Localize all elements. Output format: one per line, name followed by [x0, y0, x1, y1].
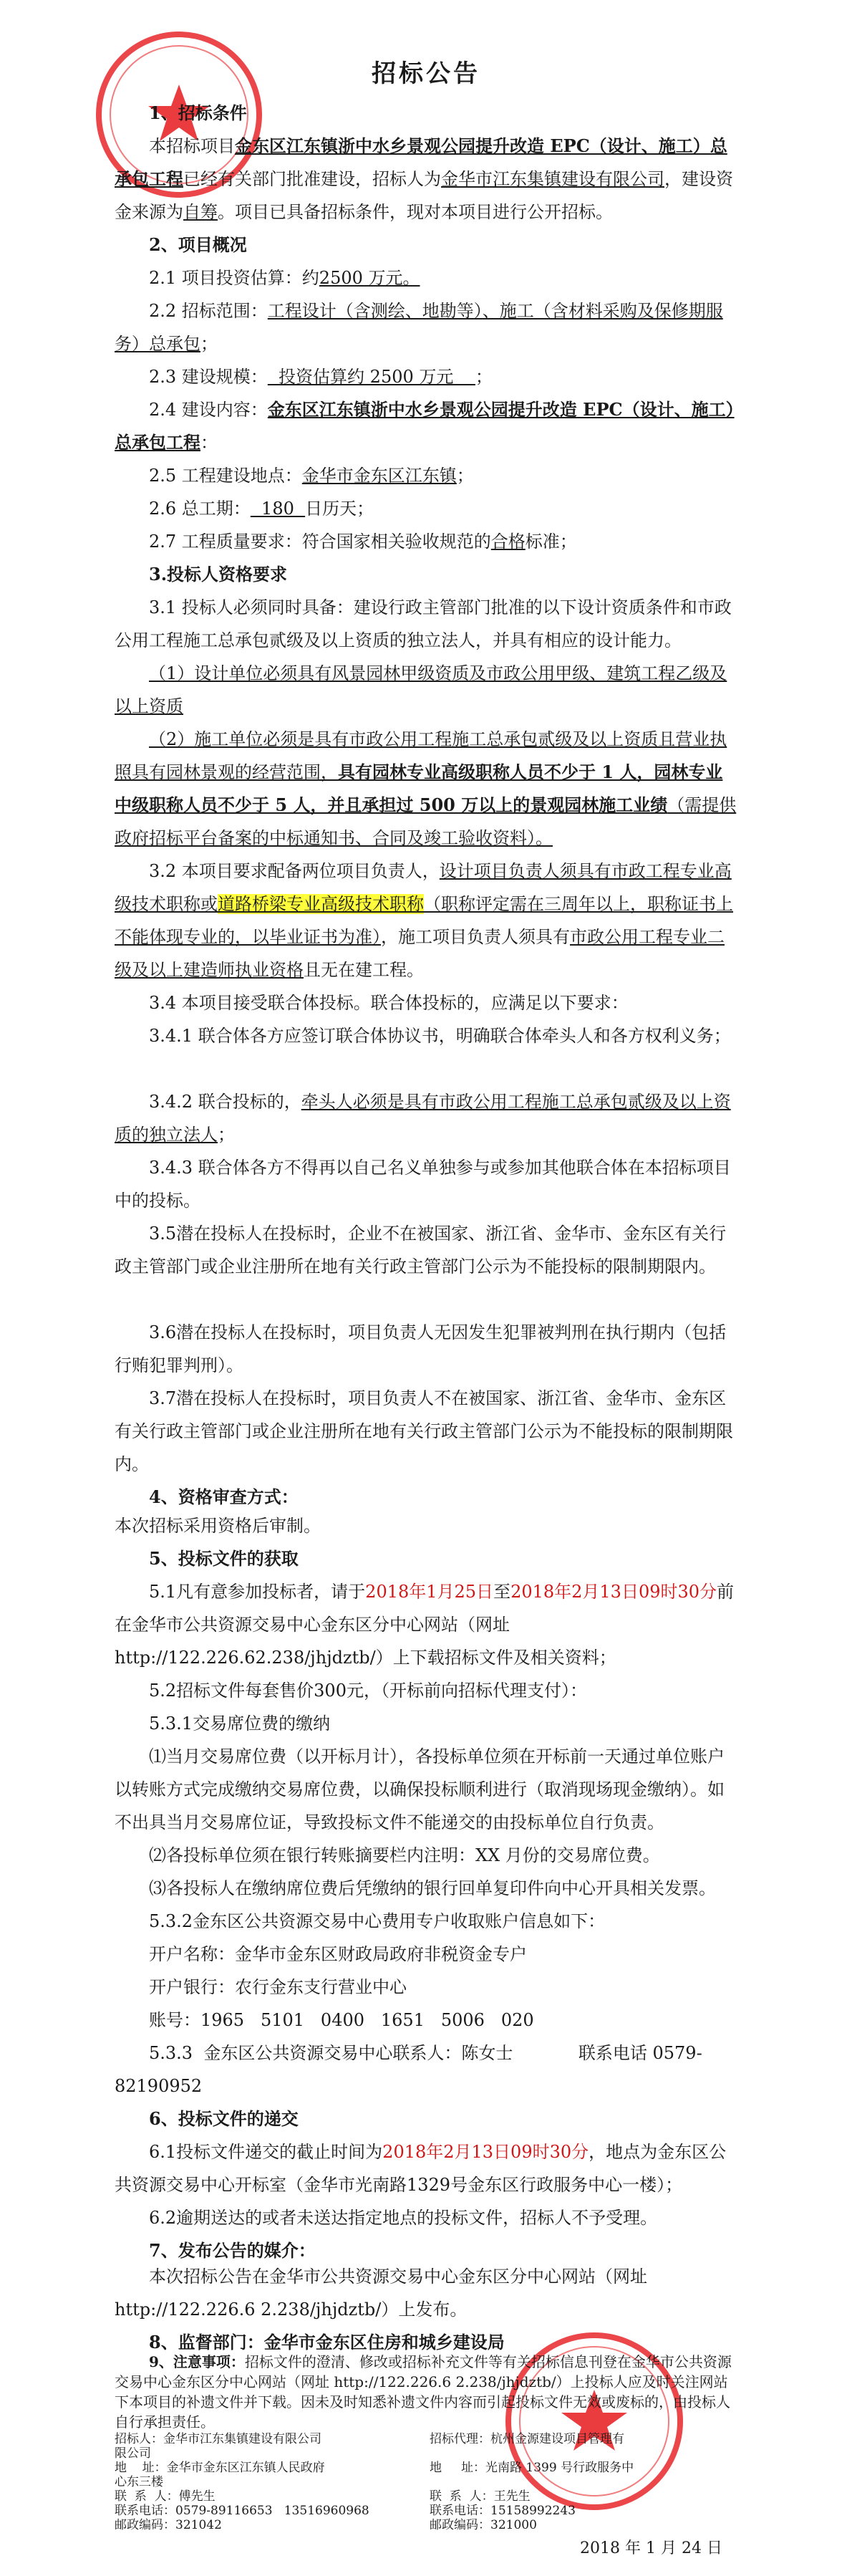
- signature-left-line: 心东三楼: [115, 2475, 163, 2489]
- item-3-1: 3.1 投标人必须同时具备：建设行政主管部门批准的以下设计资质条件和市政公用工程施工总承包贰级及以上资质的独立法人，并具有相应的设计能力。: [115, 597, 732, 650]
- signature-left-line: 招标人：金华市江东集镇建设有限公司: [115, 2432, 321, 2446]
- s61-b: ，地点为金东区公共资源交易中心开标室（金华市光南路1329号金东区行政服务中心一楼）；: [115, 2142, 727, 2195]
- signature-left-line: 地 址：金华市金东区江东镇人民政府: [115, 2461, 325, 2475]
- item-3-1-1: （1）设计单位必须具有风景园林甲级资质及市政公用甲级、建筑工程乙级及以上资质: [115, 663, 727, 716]
- fund-source: 自筹: [183, 202, 218, 222]
- s32-highlight: 道路桥梁专业高级技术职称: [218, 894, 424, 914]
- s342-a: 3.4.2 联合投标的，: [149, 1092, 301, 1112]
- section-9-body: 招标文件的澄清、修改或招标补充文件等有关招标信息刊登在金华市公共资源交易中心金东区分中心网站（网址 http://122.226.6 2.238/jhjdztb/）上投标人应及时关注网站下本项目的补遗文件并下载。因未及时知悉补遗文件内容而引起投标文件无效或废标的，由投标人自行承担责任。: [115, 2353, 732, 2431]
- signature-right-line: 招标代理：杭州金源建设项目管理有: [430, 2432, 624, 2446]
- s24-value: 金东区江东镇浙中水乡景观公园提升改造 EPC（设计、施工）总承包工程: [115, 399, 735, 453]
- s26-tail: 日历天；: [305, 499, 374, 519]
- account-bank: 开户银行：农行金东支行营业中心: [149, 1977, 407, 1997]
- s22-label: 2.2 招标范围：: [149, 301, 268, 321]
- item-5-3-1-b: ⑵各投标单位须在银行转账摘要栏内注明：XX 月份的交易席位费。: [149, 1845, 660, 1865]
- item-3-2: [115, 855, 737, 986]
- project-name: 金东区江东镇浙中水乡景观公园提升改造 EPC（设计、施工）总承包工程: [115, 135, 727, 189]
- item-2-5: [115, 459, 737, 492]
- item-6-1: [115, 2135, 737, 2201]
- section-7-body: 本次招标公告在金华市公共资源交易中心金东区分中心网站（网址http://122.226.6 2.238/jhjdztb/）上发布。: [115, 2267, 647, 2320]
- page-title: 招标公告: [372, 59, 480, 88]
- s24-tail: ：: [200, 433, 218, 453]
- s32-c: （职称评定需在三周年以上，职称证书上不能体现专业的，以毕业证书为准）: [115, 894, 733, 947]
- s32-b: 设计项目负责人须具有市政工程专业高级技术职称或: [115, 861, 732, 914]
- item-2-3: [115, 360, 737, 393]
- signature-right-line: 邮政编码：321000: [430, 2518, 537, 2532]
- s25-label: 2.5 工程建设地点：: [149, 466, 302, 486]
- item-2-1: [115, 261, 737, 294]
- s1-text-c: ，建设资金来源为: [115, 169, 733, 222]
- section-4-body: 本次招标采用资格后审制。: [115, 1516, 321, 1536]
- deadline: 2018年2月13日09时30分: [382, 2142, 589, 2162]
- section-1-heading: 1、招标条件: [149, 102, 247, 123]
- section-9: [115, 2352, 737, 2432]
- issue-date: 2018 年 1 月 24 日: [580, 2539, 722, 2557]
- section-7-heading: 7、发布公告的媒介：: [149, 2240, 316, 2261]
- signature-right-line: 联 系 人：王先生: [430, 2489, 531, 2504]
- s312-b: 具有园林专业高级职称人员不少于 1 人，园林专业中级职称人员不少于 5 人，并且承担过 500 万以上的景观园林施工业绩: [115, 761, 723, 815]
- s27-tail: 标准；: [525, 532, 577, 552]
- s51-c: 前在金华市公共资源交易中心金东区分中心网站（网址http://122.226.62.238/jhjdztb/）上下载招标文件及相关资料；: [115, 1582, 735, 1668]
- s32-e: 市政公用工程专业二级及以上建造师执业资格: [115, 927, 725, 980]
- item-3-1-2: [115, 723, 737, 855]
- signature-left-line: 邮政编码：321042: [115, 2518, 222, 2532]
- s1-text-a: 本招标项目: [149, 136, 235, 156]
- signature-left-line: 联 系 人：傅先生: [115, 2489, 216, 2504]
- start-date: 2018年1月25日: [365, 1582, 494, 1602]
- s22-value: 工程设计（含测绘、地勘等）、施工（含材料采购及保修期服务）总承包: [115, 301, 723, 354]
- s25-tail: ；: [456, 466, 474, 486]
- section-3-heading: 3.投标人资格要求: [149, 564, 288, 585]
- s24-label: 2.4 建设内容：: [149, 400, 268, 420]
- s1-text-d: 。项目已具备招标条件，现对本项目进行公开招标。: [218, 202, 613, 222]
- item-2-6: [115, 492, 737, 525]
- item-3-4-1: 3.4.1 联合体各方应签订联合体协议书，明确联合体牵头人和各方权利义务；: [149, 1026, 731, 1046]
- item-3-6: 3.6潜在投标人在投标时，项目负责人无因发生犯罪被判刑在执行期内（包括行贿犯罪判刑）。: [115, 1322, 727, 1375]
- s26-label: 2.6 总工期：: [149, 499, 251, 519]
- section-2-heading: 2、项目概况: [149, 234, 247, 255]
- s22-tail: ；: [200, 334, 218, 354]
- item-3-4-2: [115, 1085, 737, 1151]
- item-5-3-1: 5.3.1交易席位费的缴纳: [149, 1714, 331, 1734]
- item-5-3-2: 5.3.2金东区公共资源交易中心费用专户收取账户信息如下：: [149, 1911, 606, 1931]
- item-3-4-3: 3.4.3 联合体各方不得再以自己名义单独参与或参加其他联合体在本招标项目中的投标。: [115, 1158, 731, 1211]
- account-name: 开户名称：金华市金东区财政局政府非税资金专户: [149, 1944, 527, 1964]
- account-number: 账号：1965 5101 0400 1651 5006 020: [149, 2010, 534, 2030]
- s26-value: 180: [250, 499, 306, 519]
- signature-left-line: 限公司: [115, 2446, 151, 2461]
- item-5-1: [115, 1575, 737, 1674]
- s51-b: 至: [493, 1582, 511, 1602]
- s23-tail: ；: [475, 367, 493, 387]
- s21-value: 2500 万元。: [319, 268, 420, 288]
- s1-text-b: 已经有关部门批准建设，招标人为: [183, 169, 441, 189]
- item-3-7: 3.7潜在投标人在投标时，项目负责人不在被国家、浙江省、金华市、金东区有关行政主管部门或企业注册所在地有关行政主管部门公示为不能投标的限制期限内。: [115, 1388, 733, 1474]
- s21-label: 2.1 项目投资估算：约: [149, 268, 319, 288]
- section-9-heading: 9、注意事项：: [149, 2353, 245, 2370]
- s27-label: 2.7 工程质量要求：符合国家相关验收规范的: [149, 532, 491, 552]
- item-3-4: 3.4 本项目接受联合体投标。联合体投标的，应满足以下要求：: [149, 993, 629, 1013]
- s32-f: 且无在建工程。: [304, 960, 424, 980]
- s23-label: 2.3 建设规模：: [149, 367, 268, 387]
- s25-value: 金华市金东区江东镇: [301, 466, 457, 486]
- owner-name: 金华市江东集镇建设有限公司: [441, 169, 664, 189]
- signature-right-line: 地 址：光南路 1399 号行政服务中: [430, 2461, 634, 2475]
- signature-left-line: 联系电话：0579-89116653 13516960968: [115, 2504, 369, 2518]
- s27-value: 合格: [490, 532, 526, 552]
- item-5-3-1-c: ⑶各投标人在缴纳席位费后凭缴纳的银行回单复印件向中心开具相关发票。: [149, 1878, 716, 1898]
- end-date: 2018年2月13日09时30分: [510, 1582, 717, 1602]
- s61-a: 6.1投标文件递交的截止时间为: [149, 2142, 383, 2162]
- signature-right-line: 联系电话：15158992243: [430, 2504, 576, 2518]
- section-8: 8、监督部门：金华市金东区住房和城乡建设局: [149, 2332, 505, 2352]
- section-5-heading: 5、投标文件的获取: [149, 1548, 299, 1569]
- item-6-2: 6.2逾期送达的或者未送达指定地点的投标文件，招标人不予受理。: [149, 2208, 658, 2228]
- s312-c: （需提供政府招标平台备案的中标通知书、合同及竣工验收资料）。: [115, 795, 737, 848]
- item-3-5: 3.5潜在投标人在投标时，企业不在被国家、浙江省、金华市、金东区有关行政主管部门或企业注册所在地有关行政主管部门公示为不能投标的限制期限内。: [115, 1224, 727, 1277]
- s342-c: ；: [218, 1125, 235, 1145]
- s312-a: （2）施工单位必须是具有市政公用工程施工总承包贰级及以上资质且营业执照具有园林景观的经营范围，: [115, 729, 727, 782]
- section-1-body: [115, 130, 737, 229]
- item-2-2: [115, 294, 737, 360]
- item-2-4: [115, 393, 737, 459]
- item-5-3-1-a: ⑴当月交易席位费（以开标月计），各投标单位须在开标前一天通过单位账户以转账方式完成缴纳交易席位费，以确保投标顺利进行（取消现场现金缴纳）。如不出具当月交易席位证，导致投标文件不能递交的由投标单位自行负责。: [115, 1746, 725, 1832]
- s51-a: 5.1凡有意参加投标者，请于: [149, 1582, 366, 1602]
- s32-a: 3.2 本项目要求配备两位项目负责人，: [149, 861, 440, 881]
- section-6-heading: 6、投标文件的递交: [149, 2108, 299, 2129]
- s23-value: 投资估算约 2500 万元: [267, 367, 475, 387]
- item-5-2: 5.2招标文件每套售价300元，（开标前向招标代理支付）：: [149, 1681, 587, 1701]
- s342-b: 牵头人必须是具有市政公用工程施工总承包贰级及以上资质的独立法人: [115, 1092, 731, 1145]
- s32-d: ，施工项目负责人须具有: [381, 927, 570, 947]
- section-4-heading: 4、资格审查方式：: [149, 1486, 299, 1507]
- item-2-7: [115, 525, 737, 558]
- item-5-3-3: 5.3.3 金东区公共资源交易中心联系人：陈女士 联系电话 0579-82190952: [115, 2043, 702, 2096]
